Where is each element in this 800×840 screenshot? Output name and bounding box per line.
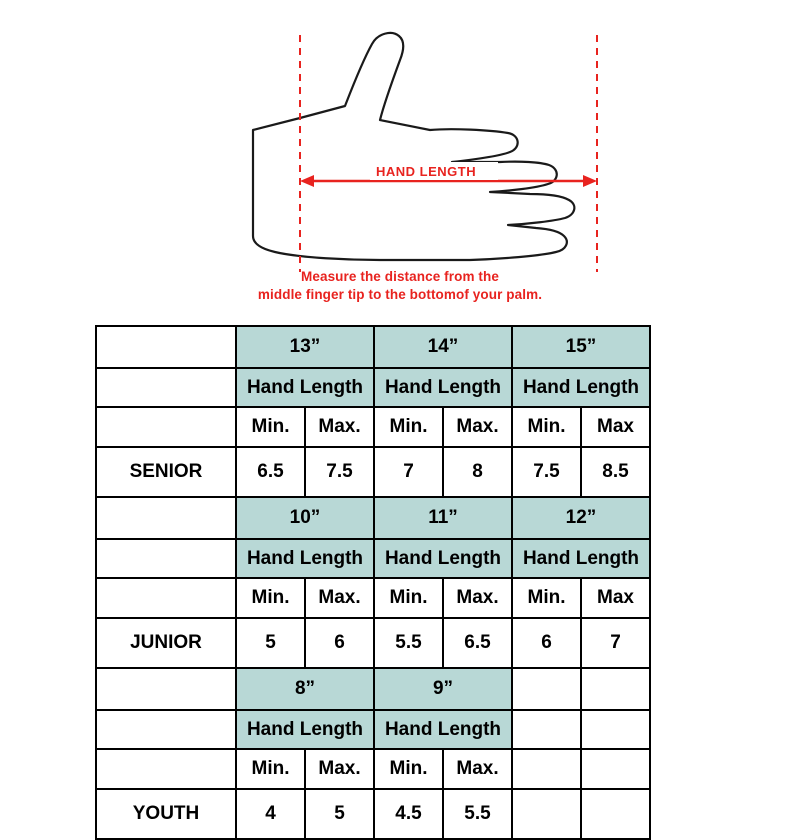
spacer-cell <box>581 789 650 839</box>
hand-outline-icon <box>253 33 574 260</box>
minmax-youth-0: Min. <box>236 749 305 789</box>
value-junior-0: 5 <box>236 618 305 668</box>
size-header-senior-2: 14” <box>374 326 512 368</box>
hand-length-header-junior-2: Hand Length <box>374 539 512 578</box>
hand-length-header-senior-1: Hand Length <box>236 368 374 407</box>
value-junior-2: 5.5 <box>374 618 443 668</box>
minmax-youth-3: Max. <box>443 749 512 789</box>
hand-length-header-youth-2: Hand Length <box>374 710 512 749</box>
table-row <box>96 368 650 407</box>
caption-line-1: Measure the distance from the <box>301 269 499 284</box>
spacer-cell <box>96 710 236 749</box>
minmax-junior-0: Min. <box>236 578 305 618</box>
table-row <box>96 668 650 710</box>
minmax-senior-4: Min. <box>512 407 581 447</box>
category-label-youth: YOUTH <box>96 789 236 839</box>
table-row <box>96 789 650 839</box>
table-row <box>96 497 650 539</box>
spacer-cell <box>96 749 236 789</box>
minmax-junior-4: Min. <box>512 578 581 618</box>
value-junior-4: 6 <box>512 618 581 668</box>
value-senior-0: 6.5 <box>236 447 305 497</box>
value-senior-5: 8.5 <box>581 447 650 497</box>
size-header-youth-2: 9” <box>374 668 512 710</box>
spacer-cell <box>512 749 581 789</box>
size-header-youth-1: 8” <box>236 668 374 710</box>
value-junior-3: 6.5 <box>443 618 512 668</box>
spacer-cell <box>96 368 236 407</box>
spacer-cell <box>96 668 236 710</box>
spacer-cell <box>96 497 236 539</box>
minmax-senior-0: Min. <box>236 407 305 447</box>
spacer-cell <box>96 326 236 368</box>
table-row <box>96 407 650 447</box>
category-label-senior: SENIOR <box>96 447 236 497</box>
table-row <box>96 618 650 668</box>
spacer-cell <box>581 749 650 789</box>
hand-length-header-junior-1: Hand Length <box>236 539 374 578</box>
value-junior-5: 7 <box>581 618 650 668</box>
measurement-caption <box>0 268 800 304</box>
table-row <box>96 326 650 368</box>
minmax-senior-1: Max. <box>305 407 374 447</box>
spacer-cell <box>581 710 650 749</box>
hand-length-header-youth-1: Hand Length <box>236 710 374 749</box>
size-header-junior-2: 11” <box>374 497 512 539</box>
table-row <box>96 710 650 749</box>
value-senior-3: 8 <box>443 447 512 497</box>
minmax-youth-2: Min. <box>374 749 443 789</box>
spacer-cell <box>96 539 236 578</box>
spacer-cell <box>581 668 650 710</box>
caption-line-2: middle finger tip to the bottomof your palm. <box>257 286 543 302</box>
table-row <box>96 749 650 789</box>
table-row <box>96 539 650 578</box>
value-senior-1: 7.5 <box>305 447 374 497</box>
category-label-junior: JUNIOR <box>96 618 236 668</box>
size-header-senior-1: 13” <box>236 326 374 368</box>
spacer-cell <box>96 407 236 447</box>
hand-length-header-senior-3: Hand Length <box>512 368 650 407</box>
table-row <box>96 578 650 618</box>
minmax-senior-2: Min. <box>374 407 443 447</box>
minmax-junior-1: Max. <box>305 578 374 618</box>
size-header-junior-1: 10” <box>236 497 374 539</box>
spacer-cell <box>512 710 581 749</box>
minmax-junior-5: Max <box>581 578 650 618</box>
minmax-senior-3: Max. <box>443 407 512 447</box>
value-youth-0: 4 <box>236 789 305 839</box>
spacer-cell <box>512 789 581 839</box>
hand-measurement-diagram <box>0 0 800 310</box>
value-youth-3: 5.5 <box>443 789 512 839</box>
minmax-youth-1: Max. <box>305 749 374 789</box>
minmax-junior-2: Min. <box>374 578 443 618</box>
size-chart-table <box>95 325 651 840</box>
spacer-cell <box>512 668 581 710</box>
value-senior-2: 7 <box>374 447 443 497</box>
value-youth-1: 5 <box>305 789 374 839</box>
value-junior-1: 6 <box>305 618 374 668</box>
value-senior-4: 7.5 <box>512 447 581 497</box>
hand-length-header-junior-3: Hand Length <box>512 539 650 578</box>
size-header-senior-3: 15” <box>512 326 650 368</box>
value-youth-2: 4.5 <box>374 789 443 839</box>
minmax-junior-3: Max. <box>443 578 512 618</box>
spacer-cell <box>96 578 236 618</box>
minmax-senior-5: Max <box>581 407 650 447</box>
hand-length-label: HAND LENGTH <box>376 164 477 179</box>
size-header-junior-3: 12” <box>512 497 650 539</box>
hand-length-header-senior-2: Hand Length <box>374 368 512 407</box>
table-row <box>96 447 650 497</box>
